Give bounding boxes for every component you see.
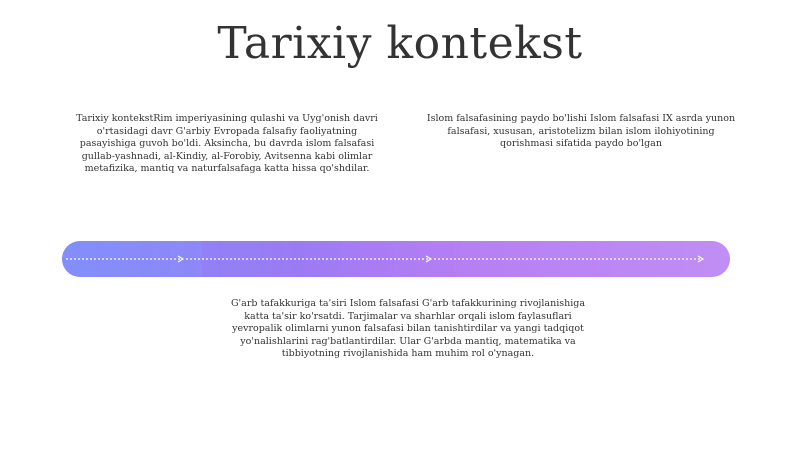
slide-title: Tarixiy kontekst [217, 18, 583, 69]
timeline-bar [62, 241, 730, 277]
text-block-western-influence: G'arb tafakkuriga ta'siri Islom falsafasi G'arb tafakkurining rivojlanishiga katta ta'sir ko'rsatdi. Tarjimalar va sharhlar orqali islom faylasuflari yevropalik olimlarni yunon falsafasi bilan tanishtirdilar va yangi tadqiqot yo'nalishlarini rag'batlantirdilar. Ular G'arbda mantiq, matematika va tibbiyotning rivojlanishida ham muhim rol o'ynagan. [230, 298, 586, 360]
text-block-emergence: Islom falsafasining paydo bo'lishi Islom falsafasi IX asrda yunon falsafasi, xususan, aristotelizm bilan islom ilohiyotining qorishmasi sifatida paydo bo'lgan [426, 113, 736, 150]
timeline-arrows [62, 241, 730, 277]
text-block-historical-context: Tarixiy kontekstRim imperiyasining qulashi va Uyg'onish davri o'rtasidagi davr G'arbiy Evropada falsafiy faoliyatning pasayishiga guvoh bo'ldi. Aksincha, bu davrda islom falsafasi gullab-yashnadi, al-Kindiy, al-Forobiy, Avitsenna kabi olimlar metafizika, mantiq va naturfalsafaga katta hissa qo'shdilar. [76, 113, 378, 175]
